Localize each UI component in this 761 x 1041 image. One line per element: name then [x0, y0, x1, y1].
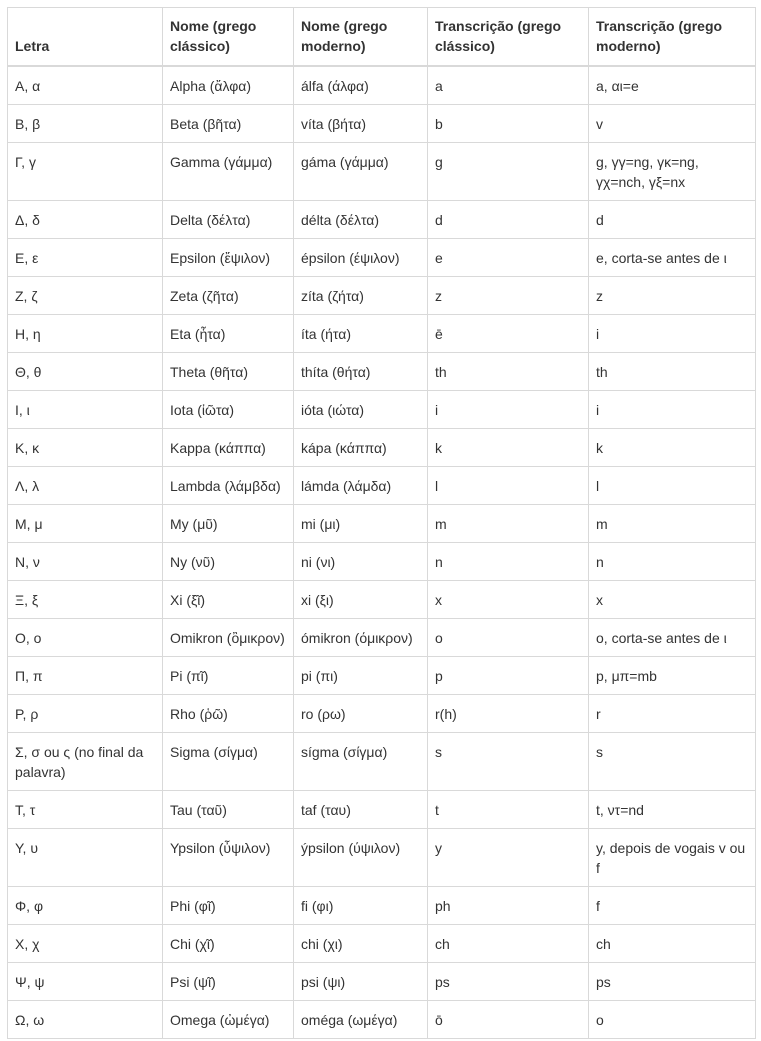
table-container — [7, 7, 756, 1039]
table-row — [8, 429, 756, 467]
cell-classical-name: Epsilon (ἔψιλον) — [163, 239, 294, 277]
table-row — [8, 201, 756, 239]
cell-letter: Ξ, ξ — [8, 581, 163, 619]
cell-classical-transcription: o — [428, 619, 589, 657]
table-row — [8, 353, 756, 391]
cell-classical-transcription: i — [428, 391, 589, 429]
table-body — [8, 66, 756, 1039]
cell-modern-transcription: t, ντ=nd — [589, 791, 756, 829]
cell-letter: Ζ, ζ — [8, 277, 163, 315]
cell-modern-name: sígma (σίγμα) — [294, 733, 428, 791]
cell-modern-name: lámda (λάμδα) — [294, 467, 428, 505]
table-row — [8, 887, 756, 925]
cell-letter: Δ, δ — [8, 201, 163, 239]
table-row — [8, 66, 756, 105]
cell-classical-name: Pi (πῖ) — [163, 657, 294, 695]
cell-modern-transcription: m — [589, 505, 756, 543]
cell-modern-name: ýpsilon (ύψιλον) — [294, 829, 428, 887]
cell-modern-transcription: i — [589, 391, 756, 429]
header-row — [8, 8, 756, 67]
cell-classical-name: Zeta (ζῆτα) — [163, 277, 294, 315]
cell-modern-transcription: z — [589, 277, 756, 315]
cell-modern-name: chi (χι) — [294, 925, 428, 963]
cell-letter: Κ, κ — [8, 429, 163, 467]
cell-modern-name: pi (πι) — [294, 657, 428, 695]
cell-letter: Γ, γ — [8, 143, 163, 201]
cell-classical-transcription: y — [428, 829, 589, 887]
cell-letter: Φ, φ — [8, 887, 163, 925]
cell-modern-transcription: o, corta-se antes de ι — [589, 619, 756, 657]
cell-modern-transcription: f — [589, 887, 756, 925]
cell-classical-name: Ny (νῦ) — [163, 543, 294, 581]
cell-classical-name: Xi (ξῖ) — [163, 581, 294, 619]
cell-letter: Ω, ω — [8, 1001, 163, 1039]
cell-letter: Η, η — [8, 315, 163, 353]
cell-modern-transcription: r — [589, 695, 756, 733]
cell-classical-transcription: g — [428, 143, 589, 201]
table-row — [8, 315, 756, 353]
cell-modern-name: ni (νι) — [294, 543, 428, 581]
cell-modern-transcription: p, μπ=mb — [589, 657, 756, 695]
cell-letter: Μ, μ — [8, 505, 163, 543]
cell-classical-name: Chi (χῖ) — [163, 925, 294, 963]
cell-classical-transcription: x — [428, 581, 589, 619]
cell-classical-name: Theta (θῆτα) — [163, 353, 294, 391]
cell-modern-name: oméga (ωμέγα) — [294, 1001, 428, 1039]
cell-classical-name: Iota (ἰῶτα) — [163, 391, 294, 429]
table-row — [8, 1001, 756, 1039]
cell-modern-name: épsilon (έψιλον) — [294, 239, 428, 277]
cell-modern-name: víta (βήτα) — [294, 105, 428, 143]
cell-letter: Υ, υ — [8, 829, 163, 887]
cell-classical-name: Omikron (ὂμικρον) — [163, 619, 294, 657]
cell-classical-transcription: l — [428, 467, 589, 505]
cell-letter: Ν, ν — [8, 543, 163, 581]
cell-classical-name: Omega (ὠμέγα) — [163, 1001, 294, 1039]
cell-classical-transcription: t — [428, 791, 589, 829]
cell-classical-name: Tau (ταῦ) — [163, 791, 294, 829]
cell-classical-transcription: n — [428, 543, 589, 581]
cell-classical-transcription: d — [428, 201, 589, 239]
cell-classical-transcription: ō — [428, 1001, 589, 1039]
cell-classical-transcription: r(h) — [428, 695, 589, 733]
cell-classical-name: Eta (ἦτα) — [163, 315, 294, 353]
cell-modern-name: taf (ταυ) — [294, 791, 428, 829]
cell-classical-transcription: a — [428, 66, 589, 105]
cell-classical-transcription: p — [428, 657, 589, 695]
cell-modern-transcription: th — [589, 353, 756, 391]
cell-letter: Λ, λ — [8, 467, 163, 505]
cell-classical-transcription: m — [428, 505, 589, 543]
cell-modern-name: íta (ήτα) — [294, 315, 428, 353]
cell-modern-transcription: k — [589, 429, 756, 467]
table-header — [8, 8, 756, 67]
cell-classical-transcription: ph — [428, 887, 589, 925]
cell-letter: Ο, ο — [8, 619, 163, 657]
table-row — [8, 829, 756, 887]
cell-classical-name: Ypsilon (ὖψιλον) — [163, 829, 294, 887]
cell-modern-transcription: y, depois de vogais v ou f — [589, 829, 756, 887]
column-header-classical-name: Nome (grego clássico) — [163, 8, 294, 67]
cell-classical-transcription: ps — [428, 963, 589, 1001]
table-row — [8, 963, 756, 1001]
cell-modern-transcription: d — [589, 201, 756, 239]
cell-modern-transcription: g, γγ=ng, γκ=ng, γχ=nch, γξ=nx — [589, 143, 756, 201]
table-row — [8, 239, 756, 277]
cell-modern-name: xi (ξι) — [294, 581, 428, 619]
cell-letter: Ε, ε — [8, 239, 163, 277]
cell-classical-transcription: ch — [428, 925, 589, 963]
table-row — [8, 391, 756, 429]
cell-modern-transcription: l — [589, 467, 756, 505]
cell-classical-name: Rho (ῥῶ) — [163, 695, 294, 733]
cell-classical-transcription: z — [428, 277, 589, 315]
cell-modern-transcription: o — [589, 1001, 756, 1039]
cell-classical-name: Gamma (γάμμα) — [163, 143, 294, 201]
cell-classical-transcription: th — [428, 353, 589, 391]
cell-classical-transcription: b — [428, 105, 589, 143]
cell-modern-name: thíta (θήτα) — [294, 353, 428, 391]
cell-modern-transcription: ch — [589, 925, 756, 963]
column-header-letter: Letra — [8, 8, 163, 67]
table-row — [8, 657, 756, 695]
cell-modern-name: psi (ψι) — [294, 963, 428, 1001]
cell-modern-name: mi (μι) — [294, 505, 428, 543]
cell-letter: Σ, σ ou ς (no final da palavra) — [8, 733, 163, 791]
column-header-modern-transcription: Transcrição (grego moderno) — [589, 8, 756, 67]
table-row — [8, 543, 756, 581]
cell-classical-name: Lambda (λάμβδα) — [163, 467, 294, 505]
cell-classical-transcription: e — [428, 239, 589, 277]
table-row — [8, 925, 756, 963]
cell-modern-transcription: ps — [589, 963, 756, 1001]
cell-classical-name: Kappa (κάππα) — [163, 429, 294, 467]
cell-classical-transcription: s — [428, 733, 589, 791]
cell-letter: Ι, ι — [8, 391, 163, 429]
table-row — [8, 505, 756, 543]
cell-letter: Χ, χ — [8, 925, 163, 963]
table-row — [8, 143, 756, 201]
cell-modern-name: fi (φι) — [294, 887, 428, 925]
column-header-modern-name: Nome (grego moderno) — [294, 8, 428, 67]
cell-modern-transcription: a, αι=e — [589, 66, 756, 105]
greek-alphabet-table — [7, 7, 756, 1039]
cell-modern-name: ióta (ιώτα) — [294, 391, 428, 429]
cell-modern-transcription: n — [589, 543, 756, 581]
cell-modern-name: ómikron (όμικρον) — [294, 619, 428, 657]
cell-modern-transcription: e, corta-se antes de ι — [589, 239, 756, 277]
table-row — [8, 733, 756, 791]
table-row — [8, 791, 756, 829]
cell-modern-name: zíta (ζήτα) — [294, 277, 428, 315]
cell-classical-name: Beta (βῆτα) — [163, 105, 294, 143]
table-row — [8, 619, 756, 657]
cell-letter: Θ, θ — [8, 353, 163, 391]
cell-modern-name: ro (ρω) — [294, 695, 428, 733]
table-row — [8, 695, 756, 733]
cell-letter: Α, α — [8, 66, 163, 105]
cell-modern-name: álfa (άλφα) — [294, 66, 428, 105]
cell-modern-name: kápa (κάππα) — [294, 429, 428, 467]
cell-modern-transcription: s — [589, 733, 756, 791]
cell-letter: Β, β — [8, 105, 163, 143]
cell-classical-name: My (μῦ) — [163, 505, 294, 543]
cell-modern-transcription: x — [589, 581, 756, 619]
cell-classical-name: Delta (δέλτα) — [163, 201, 294, 239]
cell-modern-transcription: v — [589, 105, 756, 143]
cell-letter: Π, π — [8, 657, 163, 695]
cell-classical-name: Sigma (σίγμα) — [163, 733, 294, 791]
table-row — [8, 581, 756, 619]
table-row — [8, 277, 756, 315]
cell-classical-transcription: k — [428, 429, 589, 467]
cell-modern-name: délta (δέλτα) — [294, 201, 428, 239]
cell-classical-transcription: ē — [428, 315, 589, 353]
cell-modern-name: gáma (γάμμα) — [294, 143, 428, 201]
column-header-classical-transcription: Transcrição (grego clássico) — [428, 8, 589, 67]
cell-classical-name: Psi (ψῖ) — [163, 963, 294, 1001]
table-row — [8, 105, 756, 143]
cell-classical-name: Alpha (ἄλφα) — [163, 66, 294, 105]
cell-classical-name: Phi (φῖ) — [163, 887, 294, 925]
cell-letter: Ψ, ψ — [8, 963, 163, 1001]
cell-modern-transcription: i — [589, 315, 756, 353]
cell-letter: Ρ, ρ — [8, 695, 163, 733]
cell-letter: Τ, τ — [8, 791, 163, 829]
table-row — [8, 467, 756, 505]
